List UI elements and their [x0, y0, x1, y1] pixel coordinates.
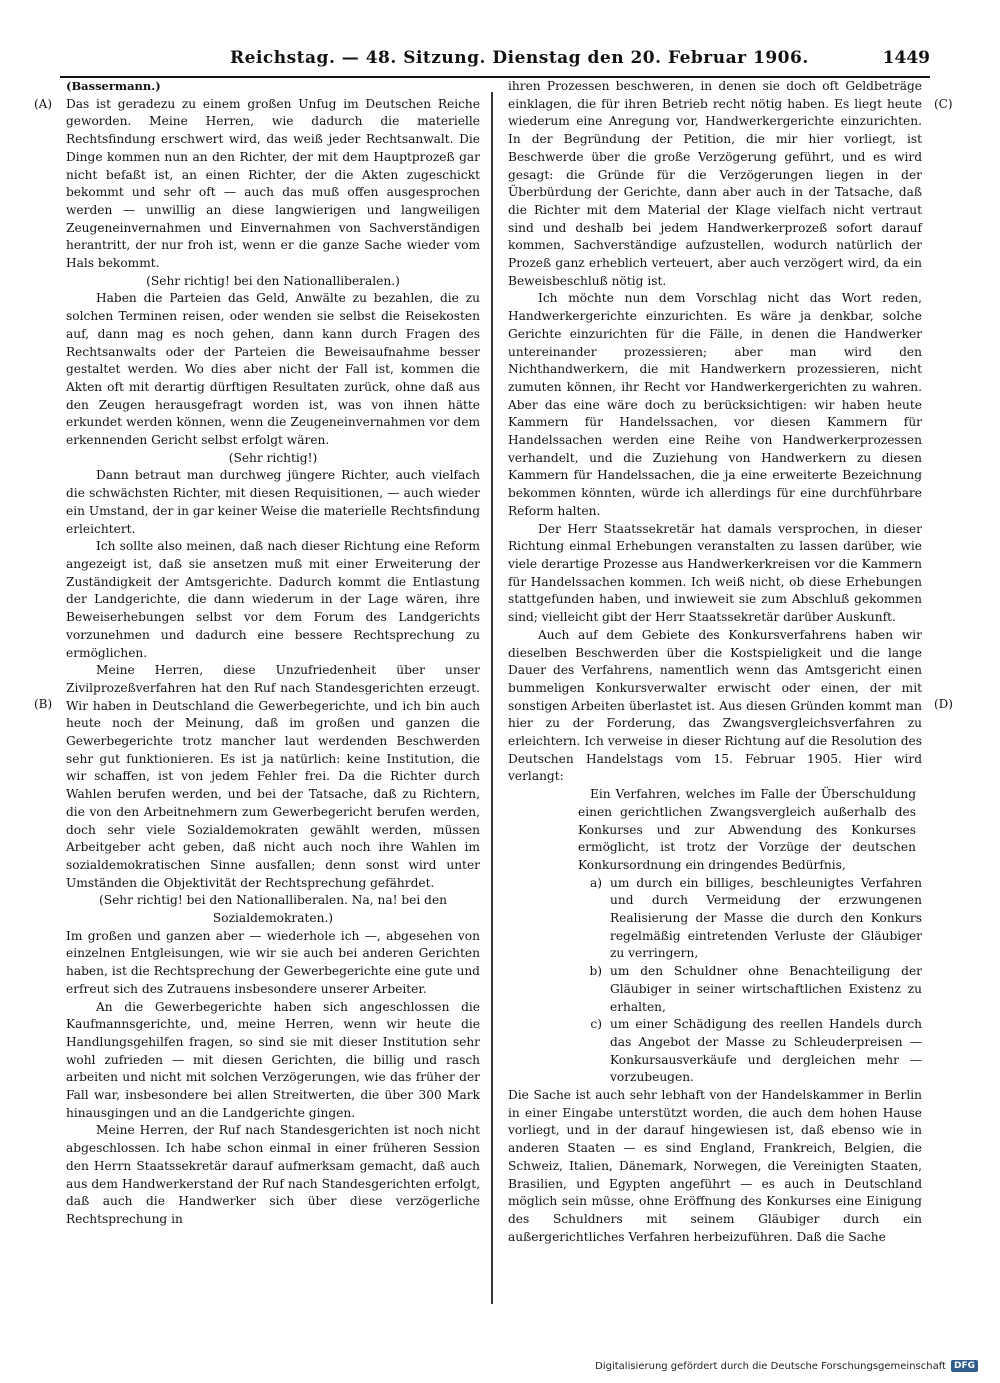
paragraph: Auch auf dem Gebiete des Konkursverfahrens haben wir dieselben Beschwerden über die Kostspieligkeit und die lange Dauer des Verfahrens, namentlich wenn das Amtsgericht einen bummeligen Konkursverwalter erwischt oder einen, der mit sonstigen Arbeiten überlastet ist. Aus diesen Gründen kommt man hier zu der Forderung, das Zwangsvergleichsverfahren zu erleichtern. Ich verweise in dieser Richtung auf die Resolution des Deutschen Handelstags vom 15. Februar 1905. Hier wird verlangt: — [508, 627, 922, 784]
paragraph: Ich sollte also meinen, daß nach dieser Richtung eine Reform angezeigt ist, daß sie ansetzen muß mit einer Erweiterung der Zuständigkeit der Amtsgerichte. Dadurch kommt die Entlastung der Landgerichte, die dann wiederum in der Lage wären, ihre Beweiserhebungen selbst vor dem Forum des Landgerichts vorzunehmen und dadurch eine bessere Rechtsprechung zu ermöglichen. — [66, 539, 480, 660]
paragraph: Haben die Parteien das Geld, Anwälte zu bezahlen, die zu solchen Terminen reisen, oder wenden sie selbst die Reisekosten auf, dann mag es noch gehen, dann kann durch Fragen des Rechtsanwalts oder der Parteien die Beweisaufnahme besser gestaltet werden. Wo dies aber nicht der Fall ist, kommen die Akten oft mit derartig dürftigen Resultaten zurück, ohne daß aus den Zeugen herausgefragt worden ist, was von ihnen hätte erkundet werden können, wenn die Zeugeneinvernahmen vor dem erkennenden Gericht selbst erfolgt wären. — [66, 291, 480, 448]
paragraph: Der Herr Staatssekretär hat damals versprochen, in dieser Richtung einmal Erhebungen veranstalten zu lassen darüber, wie viele derartige Prozesse aus Handwerkerkreisen vor die Kammern für Handelssachen kommen. Ich weiß nicht, ob diese Erhebungen stattgefunden haben, und inwieweit sie zum Abschluß gekommen sind; vielleicht gibt der Herr Staatssekretär darüber Auskunft. — [508, 521, 922, 625]
interjection: (Sehr richtig! bei den Nationalliberalen. Na, na! bei den Sozialdemokraten.) — [98, 893, 448, 926]
paragraph: Dann betraut man durchweg jüngere Richter, auch vielfach die schwächsten Richter, mit diesen Requisitionen, — auch wieder ein Umstand, der in gar keiner Weise die materielle Rechtsfindung erleichtert. — [66, 468, 480, 536]
paragraph: An die Gewerbegerichte haben sich angeschlossen die Kaufmannsgerichte, und, meine Herren, wenn wir heute die Handlungsgehilfen fragen, so sind sie mit dieser Institution sehr wohl zufrieden — mit diesen Gerichten, die billig und rasch arbeiten und nicht mit solchen Verzögerungen, wie das früher der Fall war, insbesondere bei allen Streitwerten, die über 300 Mark hinausgingen und an die Landgerichte gingen. — [66, 999, 480, 1120]
left-column — [66, 78, 480, 1229]
quotation: Ein Verfahren, welches im Falle der Überschuldung einen gerichtlichen Zwangsvergleich außerhalb des Konkurses und zur Abwendung des Konkurses ermöglicht, ist trotz der Vorzüge der deutschen Konkursordnung ein dringendes Bedürfnis, — [578, 787, 916, 872]
interjection: (Sehr richtig!) — [228, 450, 318, 465]
list-item-marker: a) — [589, 875, 602, 890]
list-item-text: um durch ein billiges, beschleunigtes Verfahren und durch Vermeidung der erzwungenen Realisierung der Masse die durch den Konkurs regelmäßig eintretenden Verluste der Gläubiger zu verringern, — [610, 875, 922, 961]
margin-letter-a: (A) — [34, 97, 53, 111]
paragraph: Ich möchte nun dem Vorschlag nicht das Wort reden, Handwerkergerichte einzurichten. Es wäre ja denkbar, solche Gerichte einzurichten für die Fälle, in denen die Handwerker untereinander prozessieren; aber man wird den Nichthandwerkern, die mit Handwerkern prozessieren, nicht zumuten können, ihr Recht vor Handwerkergerichten zu wahren. Aber das eine wäre doch zu berücksichtigen: wir haben heute Kammern für Handelssachen, vor diesen Kammern für Handelssachen werden eine Reihe von Handwerkerprozessen verhandelt, und die Zuziehung von Handwerkern zu diesen Kammern für Handelssachen, die ja eine erweiterte Bezeichnung bekommen könnten, würde ich allerdings für eine durchführbare Reform halten. — [508, 291, 922, 518]
list-item-text: um den Schuldner ohne Benachteiligung der Gläubiger in seiner wirtschaftlichen Existenz zu erhalten, — [610, 964, 922, 1014]
right-paragraphs — [508, 78, 922, 875]
dfg-logo: DFG — [951, 1360, 978, 1372]
paragraph: Das ist geradezu zu einem großen Unfug im Deutschen Reiche geworden. Meine Herren, wie dadurch die materielle Rechtsfindung erschwert wird, das weiß jeder Rechtsanwalt. Die Dinge kommen nun an den Richter, der mit dem Hauptprozeß gar nicht befaßt ist, an einen Richter, der die Akten zugeschickt bekommt und sehr oft — auch das muß offen ausgesprochen werden — unwillig an diese langwierigen und langweiligen Zeugeneinvernahmen und Einvernahmen von Sachverständigen herantritt, der nur froh ist, wenn er die ganze Sache wieder vom Hals bekommt. — [66, 96, 480, 271]
paragraph: Meine Herren, der Ruf nach Standesgerichten ist noch nicht abgeschlossen. Ich habe schon einmal in einer früheren Session den Herrn Staatssekretär darauf aufmerksam gemacht, daß auch aus dem Handwerkerstand der Ruf nach Standesgerichten erfolgt, daß auch die Handwerker sich über diese verzögerliche Rechtsprechung in — [66, 1123, 480, 1226]
footer — [595, 1357, 978, 1375]
paragraph: Im großen und ganzen aber — wiederhole ich —, abgesehen von einzelnen Entgleisungen, wie wir sie auch bei anderen Gerichten haben, ist die Rechtsprechung der Gewerbegerichte eine gute und erfreut sich des Zutrauens insbesondere unserer Arbeiter. — [66, 928, 480, 996]
right-column — [508, 78, 922, 1246]
running-head: Reichstag. — 48. Sitzung. Dienstag den 20. Februar 1906. — [230, 48, 809, 68]
margin-letter-c: (C) — [934, 97, 953, 111]
footer-text: Digitalisierung gefördert durch die Deutsche Forschungsgemeinschaft — [595, 1360, 946, 1372]
paragraph: Die Sache ist auch sehr lebhaft von der Handelskammer in Berlin in einer Eingabe unterstützt worden, die auch dem hohen Hause vorliegt, und in der darauf hingewiesen ist, daß ebenso wie in anderen Staaten — es sind England, Frankreich, Belgien, die Schweiz, Italien, Dänemark, Norwegen, die Vereinigten Staaten, Brasilien, und Egypten angeführt — es auch in Deutschland möglich sein müsse, ohne Eröffnung des Konkurses eine Einigung des Schuldners mit seinem Gläubiger durch ein außergerichtliches Verfahren herbeizuführen. Daß die Sache — [508, 1088, 922, 1244]
margin-letter-b: (B) — [34, 697, 53, 711]
list-item — [578, 875, 922, 964]
page-number: 1449 — [882, 48, 930, 68]
column-divider — [491, 92, 493, 1304]
list-item-text: um einer Schädigung des reellen Handels durch das Angebot der Masse zu Schleuderpreisen — Konkursausverkäufe und dergleichen mehr — vorzubeugen. — [610, 1017, 922, 1085]
speaker-name: (Bassermann.) — [66, 79, 161, 93]
paragraph: Meine Herren, diese Unzufriedenheit über unser Zivilprozeßverfahren hat den Ruf nach Standesgerichten erzeugt. Wir haben in Deutschland die Gewerbegerichte, und ich bin auch heute noch der Meinung, daß im großen und ganzen die Gewerbegerichte trotz mancher laut werdenden Beschwerden sehr gut funktionieren. Es ist ja natürlich: keine Institution, die wir schaffen, ist von jedem Fehler frei. Da die Richter durch Wahlen berufen werden, und bei der Tatsache, daß zu Richtern, die von den Arbeitnehmern zum Gewerbegericht berufen werden, doch sehr viele Sozialdemokraten gewählt werden, müssen Arbeitgeber acht geben, daß nicht auch noch ihre Wahlen im sozialdemokratischen Sinne ausfallen; denn sonst wird unter Umständen die Objektivität der Rechtsprechung gefährdet. — [66, 663, 480, 890]
demand-list — [578, 875, 922, 1087]
interjection: (Sehr richtig! bei den Nationalliberalen.) — [146, 273, 400, 288]
list-item — [578, 963, 922, 1016]
paragraph: ihren Prozessen beschweren, in denen sie doch oft Geldbeträge einklagen, die für ihren Betrieb recht nötig haben. Es liegt heute wiederum eine Anregung vor, Handwerkergerichte einzurichten. In der Begründung der Petition, die mir hier vorliegt, ist Beschwerde über die große Verzögerung geführt, und es wird gesagt: die Gründe für die Verzögerungen liegen in der Überbürdung der Gerichte, dann aber auch in der Tatsache, daß die Richter mit dem Material der Klage vielfach nicht vertraut sind und deshalb bei jedem Handwerkerprozeß sofort darauf kommen, Sachverständige aufzustellen, wodurch natürlich der Prozeß ganz erheblich verteuert, aber auch verzögert wird, da ein Beweisbeschluß nötig ist. — [508, 79, 922, 288]
margin-letter-d: (D) — [934, 697, 953, 711]
list-item-marker: c) — [590, 1017, 602, 1032]
list-item-marker: b) — [589, 964, 602, 979]
list-item — [578, 1016, 922, 1087]
